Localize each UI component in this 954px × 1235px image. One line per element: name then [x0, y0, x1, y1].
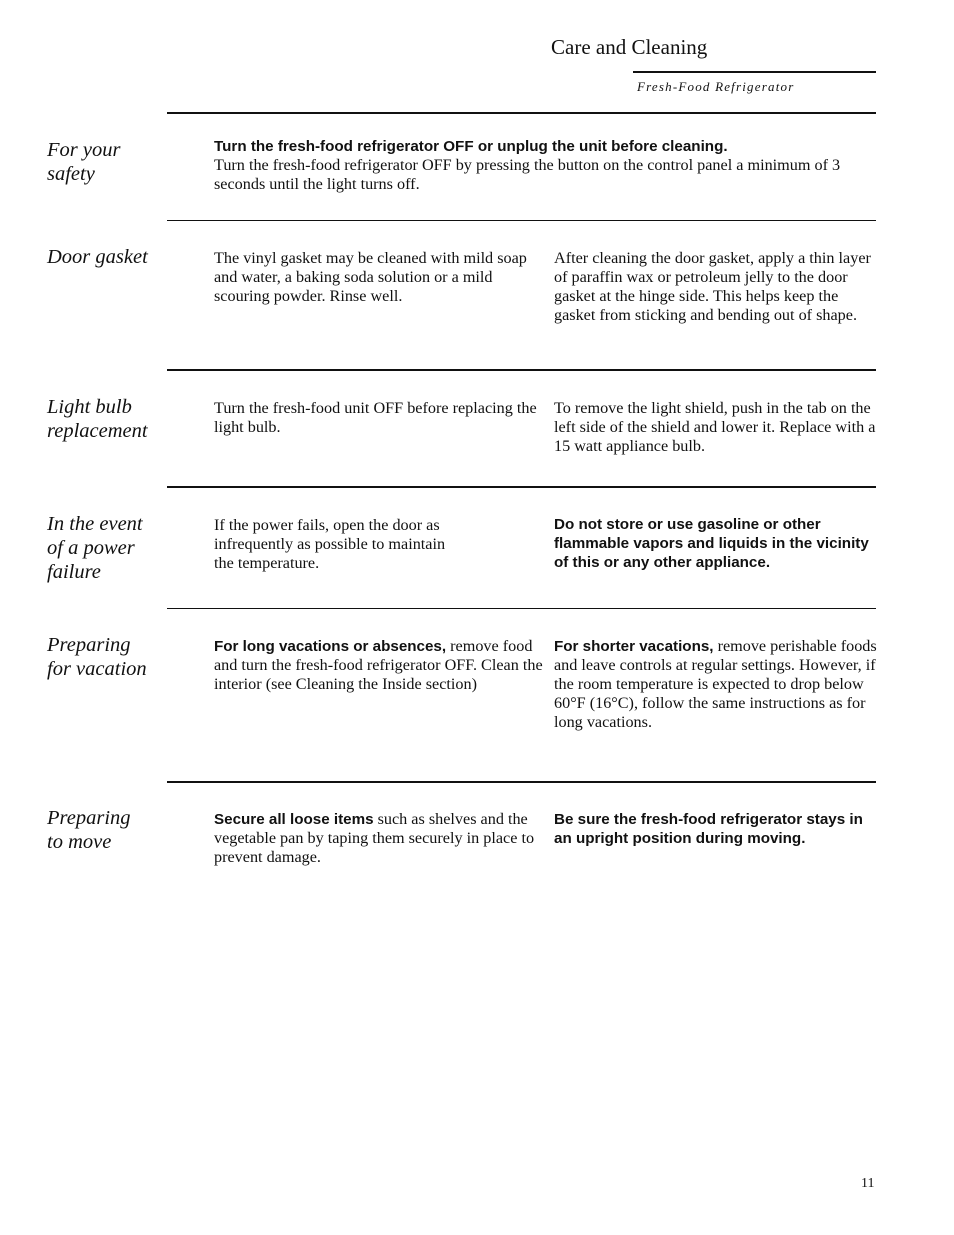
section-divider — [167, 486, 876, 488]
section-title-move — [47, 806, 165, 854]
section-divider — [167, 781, 876, 783]
section-title-line: to move — [47, 831, 112, 853]
power-left-line: If the power fails, open the door as — [214, 516, 440, 534]
section-title-line: safety — [47, 163, 95, 185]
page-number: 11 — [861, 1176, 875, 1191]
power-left-line: infrequently as possible to maintain — [214, 535, 446, 553]
vacation-right-body: remove perishable foods and leave controls at regular settings. However, if the room temperature is expected to drop below 60°F (16°C), follow the same instructions as for long vacations. — [554, 637, 877, 731]
vacation-right-bold: For shorter vacations, — [554, 638, 714, 655]
move-left-text — [214, 810, 544, 867]
section-title-line: Preparing — [47, 634, 131, 656]
section-title-line: Light bulb — [47, 396, 132, 418]
section-title-line: replacement — [47, 420, 148, 442]
power-warning-bold: Do not store or use gasoline or other flammable vapors and liquids in the vicinity of this or any other appliance. — [554, 516, 869, 571]
section-title-line: In the event — [47, 513, 143, 535]
power-left-line: the temperature. — [214, 554, 320, 572]
section-title-line: for vacation — [47, 658, 147, 680]
safety-body — [214, 137, 874, 194]
vacation-left-bold: For long vacations or absences, — [214, 638, 447, 655]
section-title-line: For your — [47, 139, 121, 161]
section-title-vacation — [47, 633, 165, 681]
vacation-left-body: remove food and turn the fresh-food refrigerator OFF. Clean the interior (see Cleaning the Inside section) — [214, 637, 543, 693]
move-right-text — [554, 810, 879, 848]
section-title-power — [47, 512, 165, 584]
bulb-right-text: To remove the light shield, push in the tab on the left side of the shield and lower it. Replace with a 15 watt appliance bulb. — [554, 399, 876, 455]
move-left-body: such as shelves and the vegetable pan by taping them securely in place to prevent damage. — [214, 810, 535, 866]
page-title: Care and Cleaning — [551, 35, 708, 59]
section-title-line: of a power — [47, 537, 135, 559]
move-right-bold: Be sure the fresh-food refrigerator stays in an upright position during moving. — [554, 811, 863, 847]
page-subtitle: Fresh-Food Refrigerator — [637, 79, 795, 94]
section-divider — [167, 220, 876, 221]
vacation-right-text — [554, 637, 879, 732]
section-divider — [167, 112, 876, 114]
safety-bold-text: Turn the fresh-food refrigerator OFF or unplug the unit before cleaning. — [214, 138, 728, 155]
move-left-bold: Secure all loose items — [214, 811, 374, 828]
power-right-text — [554, 515, 879, 572]
section-title-line: failure — [47, 561, 101, 583]
section-title-safety — [47, 138, 165, 186]
section-divider — [167, 608, 876, 609]
section-title-line: Preparing — [47, 807, 131, 829]
bulb-left-text: Turn the fresh-food unit OFF before replacing the light bulb. — [214, 399, 537, 436]
section-title-bulb — [47, 395, 165, 443]
safety-text: Turn the fresh-food refrigerator OFF by pressing the button on the control panel a minimum of 3 seconds until the light turns off. — [214, 156, 841, 193]
section-divider — [167, 369, 876, 371]
gasket-left-text: The vinyl gasket may be cleaned with mild soap and water, a baking soda solution or a mild scouring powder. Rinse well. — [214, 249, 527, 305]
header-divider — [633, 71, 876, 73]
vacation-left-text — [214, 637, 544, 694]
gasket-right-text: After cleaning the door gasket, apply a thin layer of paraffin wax or petroleum jelly to the door gasket at the hinge side. This helps keep the gasket from sticking and bending out of shape. — [554, 249, 871, 324]
section-title-gasket: Door gasket — [47, 246, 148, 268]
power-left-text — [214, 516, 544, 573]
